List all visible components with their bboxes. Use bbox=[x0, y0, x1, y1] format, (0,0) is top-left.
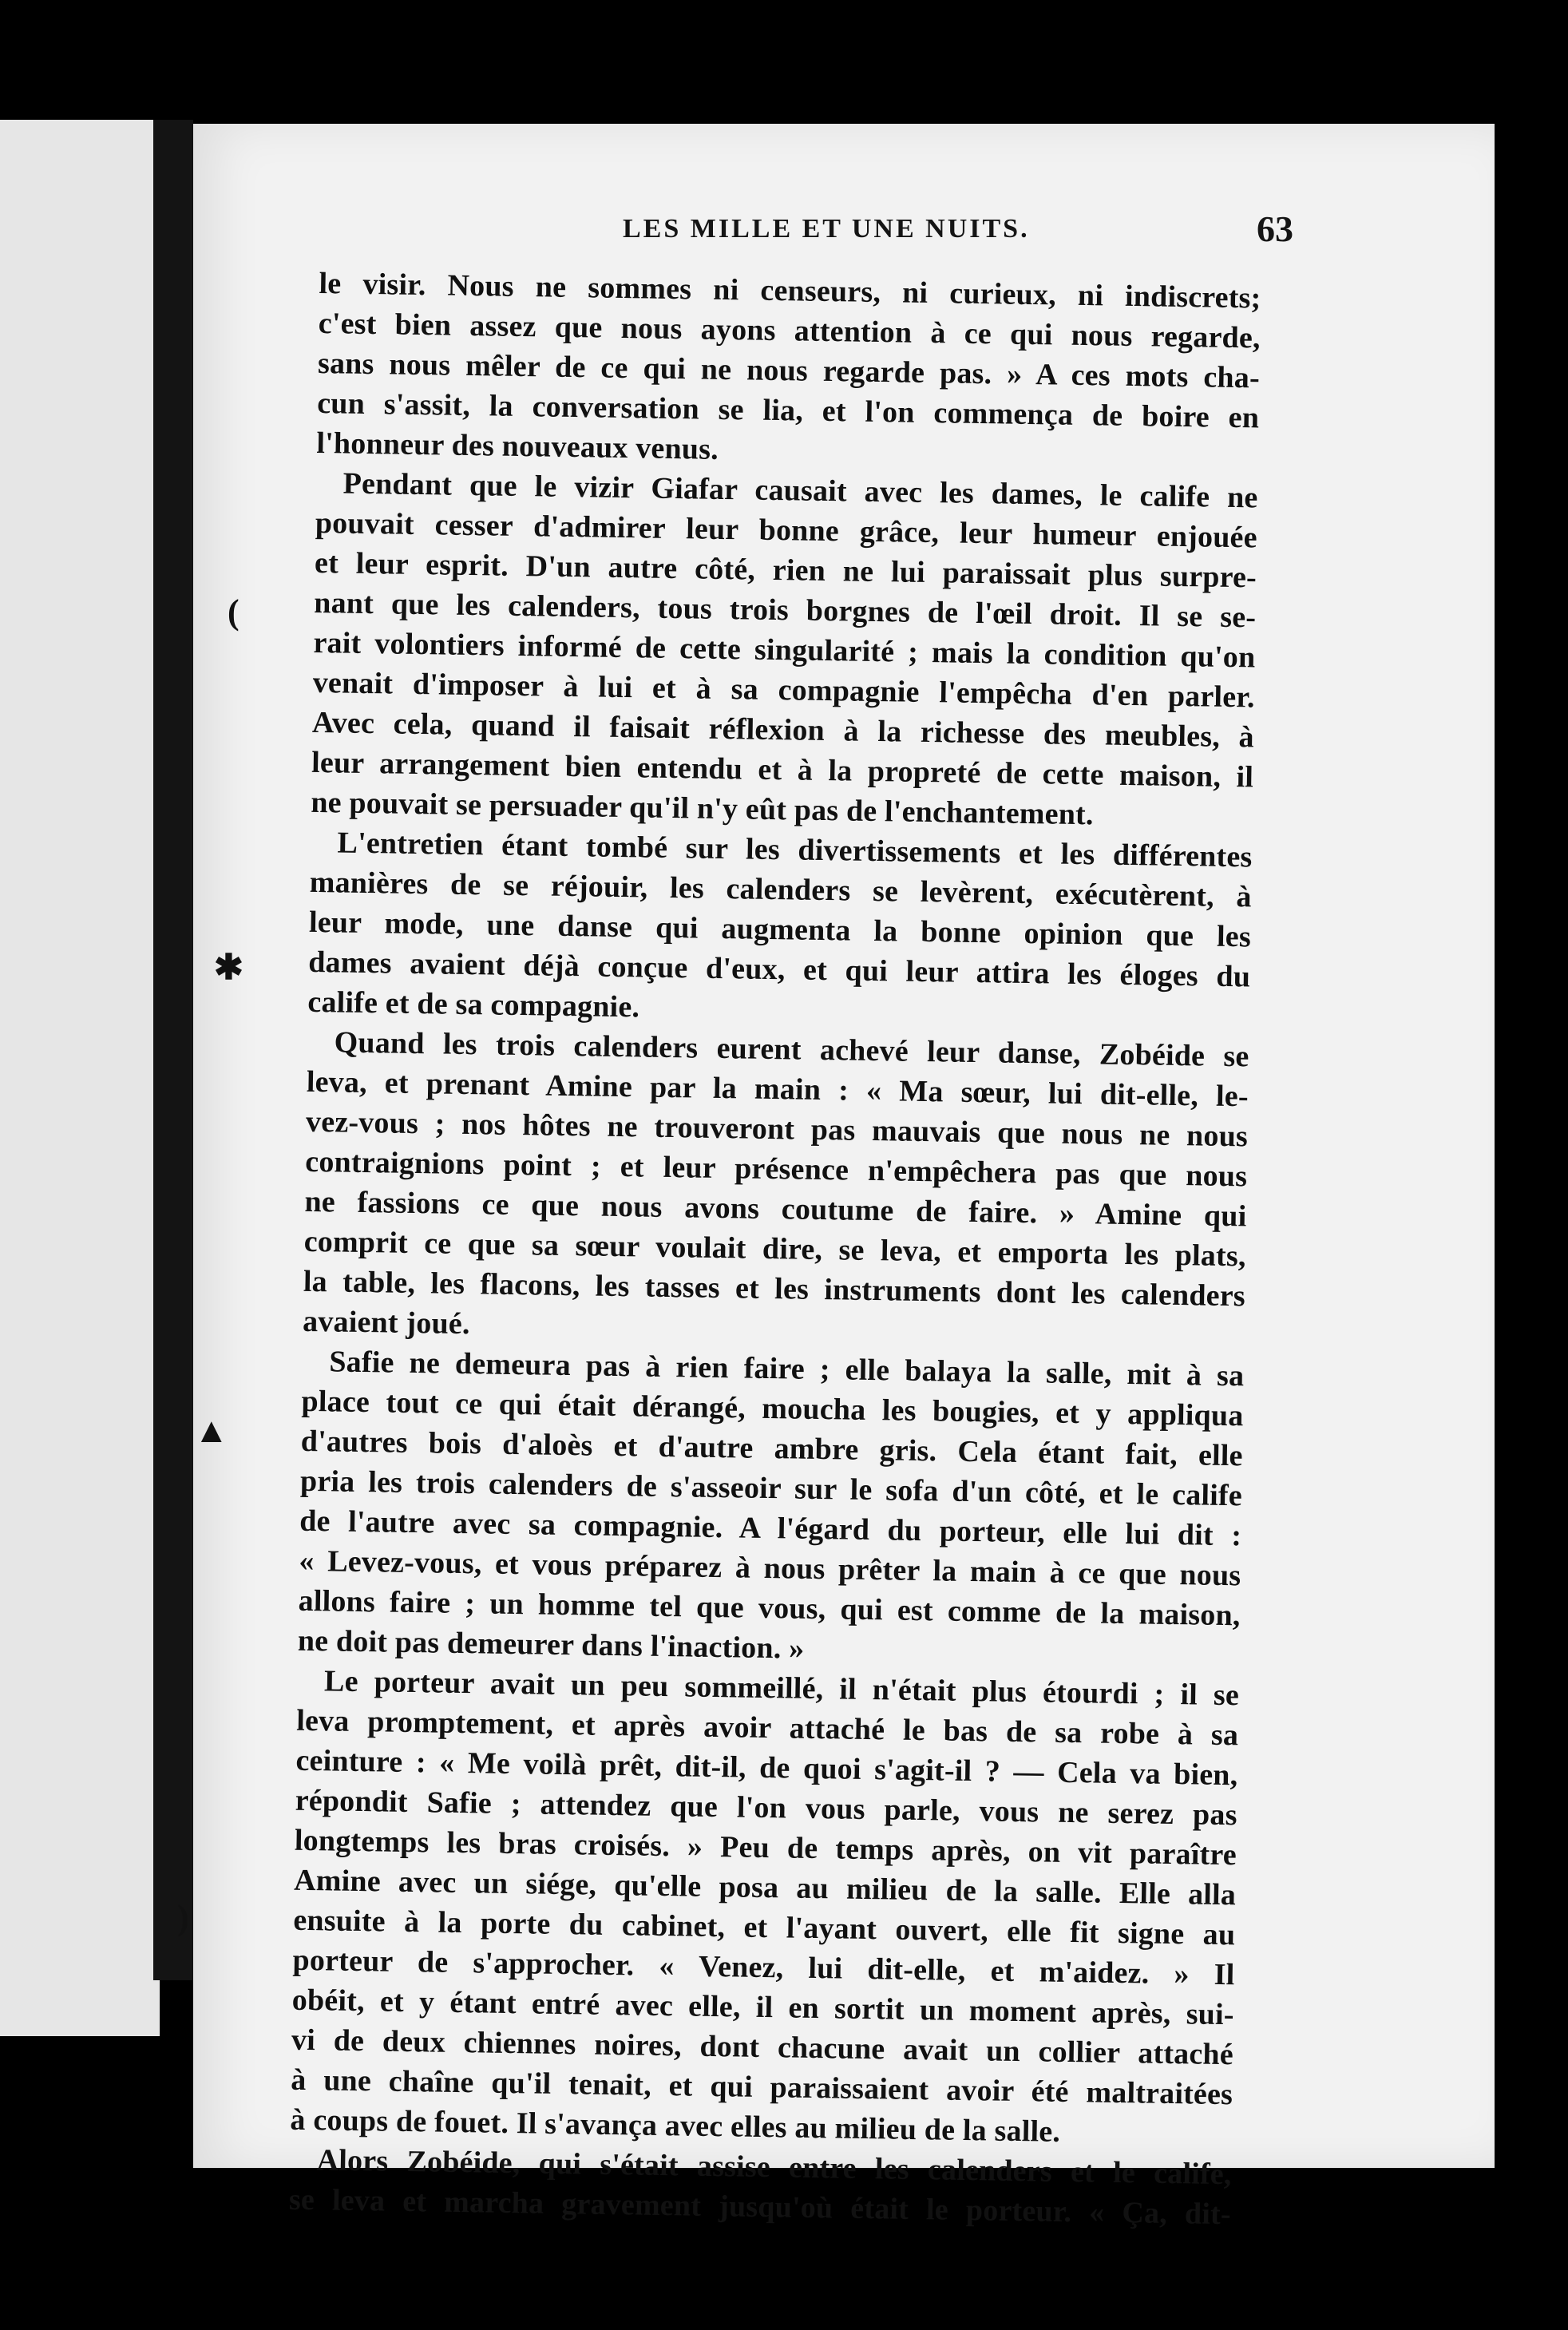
text-line: de l'autre avec sa compagnie. A l'égard du porteur, elle lui dit : bbox=[299, 1504, 1242, 1553]
text-line: pria les trois calenders de s'asseoir sur le sofa d'un côté, et le calife bbox=[299, 1464, 1243, 1513]
paragraph bbox=[311, 463, 1258, 837]
text-line: l'honneur des nouveaux venus. bbox=[316, 426, 719, 466]
text-line: manières de se réjouir, les calenders se levèrent, exécutèrent, à bbox=[309, 865, 1253, 914]
text-line: longtemps les bras croisés. » Peu de temps après, on vit paraître bbox=[294, 1823, 1237, 1872]
text-line: L'entretien étant tombé sur les divertissements et les différentes bbox=[337, 826, 1253, 874]
text-line: leva promptement, et après avoir attaché le bas de sa robe à sa bbox=[296, 1703, 1239, 1753]
margin-mark: ▲ bbox=[194, 1411, 229, 1450]
margin-mark: ) bbox=[177, 1898, 189, 1937]
margin-mark: ( bbox=[228, 592, 240, 632]
paragraph bbox=[316, 264, 1261, 478]
paragraph bbox=[290, 1661, 1239, 2154]
text-line: comprit ce que sa sœur voulait dire, se leva, et emporta les plats, bbox=[303, 1224, 1246, 1274]
text-line: nant que les calenders, tous trois borgnes de l'œil droit. Il se se- bbox=[313, 585, 1257, 635]
page-number: 63 bbox=[1257, 208, 1293, 249]
text-line: venait d'imposer à lui et à sa compagnie l'empêcha d'en parler. bbox=[312, 665, 1255, 715]
book-gutter bbox=[153, 120, 193, 1980]
text-line: d'autres bois d'aloès et d'autre ambre gris. Cela étant fait, elle bbox=[300, 1424, 1244, 1473]
text-line: ne doit pas demeurer dans l'inaction. » bbox=[297, 1623, 805, 1666]
text-line: le visir. Nous ne sommes ni censeurs, ni curieux, ni indiscrets; bbox=[319, 266, 1261, 315]
text-line: c'est bien assez que nous ayons attention à ce qui nous regarde, bbox=[318, 306, 1261, 355]
text-line: rait volontiers informé de cette singularité ; mais la condition qu'on bbox=[313, 625, 1256, 675]
text-line: leur arrangement bien entendu et à la propreté de cette maison, il bbox=[311, 745, 1254, 794]
text-line: vez-vous ; nos hôtes ne trouveront pas mauvais que nous ne nous bbox=[305, 1104, 1249, 1154]
text-line: « Levez-vous, et vous préparez à nous prêter la main à ce que nous bbox=[299, 1543, 1241, 1593]
text-line: Alors Zobéide, qui s'était assise entre les calenders et le calife, bbox=[316, 2143, 1232, 2192]
text-line: avaient joué. bbox=[302, 1304, 470, 1341]
text-line: Le porteur avait un peu sommeillé, il n'était plus étourdi ; il se bbox=[323, 1664, 1240, 1713]
text-line: Safie ne demeura pas à rien faire ; elle balaya la salle, mit à sa bbox=[329, 1345, 1245, 1393]
text-line: ne fassions ce que nous avons coutume de faire. » Amine qui bbox=[304, 1184, 1247, 1234]
text-line: Amine avec un siége, qu'elle posa au milieu de la salle. Elle alla bbox=[293, 1863, 1237, 1912]
text-line: dames avaient déjà conçue d'eux, et qui leur attira les éloges du bbox=[307, 945, 1251, 994]
text-line: sans nous mêler de ce qui ne nous regarde pas. » A ces mots cha- bbox=[317, 346, 1261, 395]
facing-page-edge bbox=[0, 120, 160, 2036]
text-line: calife et de sa compagnie. bbox=[307, 985, 640, 1024]
running-title: LES MILLE ET UNE NUITS. bbox=[623, 214, 1030, 244]
text-line: la table, les flacons, les tasses et les instruments dont les calenders bbox=[303, 1264, 1246, 1314]
page-header bbox=[319, 208, 1293, 256]
text-line: Pendant que le vizir Giafar causait avec les dames, le calife ne bbox=[343, 466, 1258, 515]
text-line: Avec cela, quand il faisait réflexion à la richesse des meubles, à bbox=[311, 705, 1255, 755]
text-line: porteur de s'approcher. « Venez, lui dit-elle, et m'aidez. » Il bbox=[292, 1943, 1235, 1992]
text-line: allons faire ; un homme tel que vous, qui est comme de la maison, bbox=[298, 1583, 1241, 1633]
text-line: et leur esprit. D'un autre côté, rien ne lui paraissait plus surpre- bbox=[314, 545, 1257, 595]
paragraph bbox=[298, 1341, 1245, 1675]
text-line: leva, et prenant Amine par la main : « Ma sœur, lui dit-elle, le- bbox=[306, 1064, 1249, 1114]
text-line: cun s'assit, la conversation se lia, et l'on commença de boire en bbox=[316, 386, 1260, 435]
text-line: place tout ce qui était dérangé, moucha les bougies, et y appliqua bbox=[301, 1384, 1244, 1433]
margin-mark: ✱ bbox=[214, 948, 244, 987]
text-line: à une chaîne qu'il tenait, et qui paraissaient avoir été maltraitées bbox=[290, 2063, 1233, 2112]
paragraph bbox=[307, 822, 1253, 1037]
text-line: vi de deux chiennes noires, dont chacune avait un collier attaché bbox=[291, 2023, 1234, 2072]
body-text bbox=[289, 264, 1261, 2234]
text-line: pouvait cesser d'admirer leur bonne grâce, leur humeur enjouée bbox=[315, 505, 1258, 555]
text-line: obéit, et y étant entré avec elle, il en sortit un moment après, sui- bbox=[291, 1983, 1235, 2032]
text-line: se leva et marcha gravement jusqu'où était le porteur. « Ça, dit- bbox=[288, 2182, 1232, 2232]
text-line: répondit Safie ; attendez que l'on vous parle, vous ne serez pas bbox=[295, 1783, 1237, 1833]
text-line: ceinture : « Me voilà prêt, dit-il, de quoi s'agit-il ? — Cela va bien, bbox=[295, 1743, 1238, 1793]
paragraph bbox=[303, 1022, 1249, 1356]
paragraph bbox=[289, 2140, 1232, 2235]
text-line: leur mode, une danse qui augmenta la bonne opinion que les bbox=[308, 905, 1252, 954]
text-line: Quand les trois calenders eurent achevé leur danse, Zobéide se bbox=[334, 1025, 1249, 1074]
text-line: à coups de fouet. Il s'avança avec elles au milieu de la salle. bbox=[290, 2102, 1061, 2149]
text-line: ne pouvait se persuader qu'il n'y eût pas de l'enchantement. bbox=[311, 785, 1094, 832]
text-line: contraignions point ; et leur présence n'empêchera pas que nous bbox=[304, 1144, 1248, 1194]
text-line: ensuite à la porte du cabinet, et l'ayant ouvert, elle fit signe au bbox=[293, 1903, 1236, 1952]
